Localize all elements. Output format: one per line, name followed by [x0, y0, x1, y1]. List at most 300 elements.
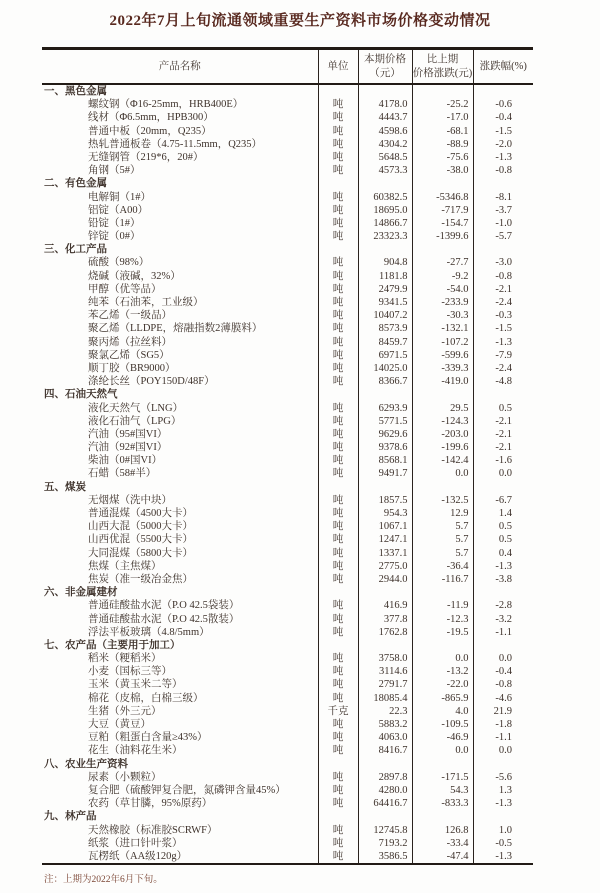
percent-change-cell	[473, 586, 533, 599]
table-row	[42, 270, 533, 283]
percent-change-cell: -0.4	[473, 665, 533, 678]
price-change-cell: 0.0	[412, 652, 473, 665]
current-price-cell: 14025.0	[358, 362, 412, 375]
price-change-cell: 4.0	[412, 705, 473, 718]
product-name-cell: 涤纶长丝（POY150D/48F）	[88, 376, 215, 388]
price-change-cell: -13.2	[412, 665, 473, 678]
price-change-cell: -25.2	[412, 98, 473, 111]
current-price-cell: 3758.0	[358, 652, 412, 665]
current-price-cell	[358, 586, 412, 599]
product-name-cell: 七、农产品（主要用于加工）	[44, 639, 181, 651]
current-price-cell: 9491.7	[358, 467, 412, 480]
unit-cell: 吨	[318, 217, 358, 230]
current-price-cell	[358, 84, 412, 98]
product-name-cell: 汽油（95#国VI）	[88, 428, 168, 440]
current-price-cell: 4063.0	[358, 731, 412, 744]
unit-cell: 吨	[318, 718, 358, 731]
price-change-cell: -116.7	[412, 573, 473, 586]
current-price-cell: 2791.7	[358, 678, 412, 691]
product-name-cell: 普通混煤（4500大卡）	[88, 508, 193, 519]
product-name-cell: 八、农业生产资料	[44, 758, 128, 770]
col-header-pct: 涨跌幅(%)	[473, 49, 533, 85]
current-price-cell: 3114.6	[358, 665, 412, 678]
unit-cell: 吨	[318, 454, 358, 467]
percent-change-cell: 1.3	[473, 784, 533, 797]
product-name-cell: 五、煤炭	[44, 481, 86, 493]
price-change-cell: 5.7	[412, 533, 473, 546]
unit-cell: 吨	[318, 692, 358, 705]
product-name-cell: 瓦楞纸（AA级120g）	[88, 850, 188, 862]
table-row	[42, 850, 533, 864]
unit-cell: 吨	[318, 256, 358, 269]
header-row	[42, 49, 533, 85]
unit-cell: 吨	[318, 744, 358, 757]
price-change-cell	[412, 810, 473, 823]
price-change-cell: -1399.6	[412, 230, 473, 243]
percent-change-cell: -4.8	[473, 375, 533, 388]
current-price-cell: 8416.7	[358, 744, 412, 757]
current-price-cell: 9341.5	[358, 296, 412, 309]
percent-change-cell: -6.7	[473, 494, 533, 507]
percent-change-cell: 1.4	[473, 507, 533, 520]
percent-change-cell	[473, 388, 533, 401]
section-row	[42, 243, 533, 256]
product-name-cell: 铝锭（A00）	[88, 204, 149, 216]
current-price-cell: 3586.5	[358, 850, 412, 864]
table-row	[42, 309, 533, 322]
unit-cell: 吨	[318, 415, 358, 428]
col-header-change-line2: 价格涨跌(元)	[412, 67, 473, 79]
product-name-cell: 一、黑色金属	[44, 86, 107, 97]
product-name-cell: 生猪（外三元）	[88, 705, 162, 717]
unit-cell: 吨	[318, 626, 358, 639]
table-row	[42, 322, 533, 335]
percent-change-cell: 21.9	[473, 705, 533, 718]
percent-change-cell: -1.3	[473, 850, 533, 864]
percent-change-cell: -4.6	[473, 692, 533, 705]
table-row	[42, 336, 533, 349]
table-row	[42, 599, 533, 612]
price-change-cell: -599.6	[412, 349, 473, 362]
unit-cell: 吨	[318, 573, 358, 586]
unit-cell: 吨	[318, 151, 358, 164]
table-row	[42, 467, 533, 480]
current-price-cell: 9629.6	[358, 428, 412, 441]
price-change-cell: -27.7	[412, 256, 473, 269]
table-row	[42, 692, 533, 705]
product-name-cell: 聚丙烯（拉丝料）	[88, 336, 172, 348]
table-row	[42, 98, 533, 111]
table-row	[42, 547, 533, 560]
footnote: 注：上期为2022年6月下旬。	[44, 875, 163, 886]
percent-change-cell: -5.6	[473, 771, 533, 784]
unit-cell: 吨	[318, 309, 358, 322]
percent-change-cell: -2.1	[473, 415, 533, 428]
price-change-cell: -132.5	[412, 494, 473, 507]
table-row	[42, 441, 533, 454]
table-row	[42, 613, 533, 626]
price-change-cell: -109.5	[412, 718, 473, 731]
unit-cell: 吨	[318, 402, 358, 415]
product-name-cell: 硫酸（98%）	[88, 257, 150, 269]
price-change-cell: 5.7	[412, 547, 473, 560]
price-change-cell: -233.9	[412, 296, 473, 309]
percent-change-cell: -1.3	[473, 797, 533, 810]
product-name-cell: 普通中板（20mm，Q235）	[88, 125, 212, 137]
current-price-cell: 6971.5	[358, 349, 412, 362]
col-header-price-line2: （元）	[369, 67, 401, 79]
unit-cell: 吨	[318, 613, 358, 626]
product-name-cell: 农药（草甘膦，95%原药）	[88, 798, 213, 810]
product-name-cell: 聚乙烯（LLDPE，熔融指数2薄膜料）	[88, 323, 263, 335]
table-row	[42, 362, 533, 375]
product-name-cell: 甲醇（优等品）	[88, 283, 162, 295]
current-price-cell	[358, 639, 412, 652]
percent-change-cell: 0.5	[473, 520, 533, 533]
current-price-cell: 5883.2	[358, 718, 412, 731]
table-row	[42, 520, 533, 533]
col-header-change	[412, 49, 473, 85]
unit-cell: 吨	[318, 678, 358, 691]
percent-change-cell	[473, 177, 533, 190]
price-change-cell: -19.5	[412, 626, 473, 639]
price-change-cell: -419.0	[412, 375, 473, 388]
table-row	[42, 678, 533, 691]
price-change-cell: 0.0	[412, 467, 473, 480]
percent-change-cell: -5.7	[473, 230, 533, 243]
price-change-cell: -68.1	[412, 125, 473, 138]
unit-cell: 吨	[318, 230, 358, 243]
table-row	[42, 230, 533, 243]
section-row	[42, 481, 533, 494]
price-change-cell: -36.4	[412, 560, 473, 573]
percent-change-cell: -3.2	[473, 613, 533, 626]
current-price-cell: 1067.1	[358, 520, 412, 533]
current-price-cell: 18695.0	[358, 204, 412, 217]
percent-change-cell: -3.7	[473, 204, 533, 217]
price-change-cell: -17.0	[412, 111, 473, 124]
price-change-cell	[412, 481, 473, 494]
table-row	[42, 731, 533, 744]
unit-cell: 吨	[318, 784, 358, 797]
current-price-cell: 22.3	[358, 705, 412, 718]
table-row	[42, 349, 533, 362]
price-change-cell: -30.3	[412, 309, 473, 322]
percent-change-cell	[473, 758, 533, 771]
price-change-cell: -88.9	[412, 138, 473, 151]
section-row	[42, 586, 533, 599]
current-price-cell: 2897.8	[358, 771, 412, 784]
product-name-cell: 天然橡胶（标准胶SCRWF）	[88, 824, 218, 836]
unit-cell: 吨	[318, 850, 358, 864]
unit-cell: 吨	[318, 599, 358, 612]
percent-change-cell: -8.1	[473, 191, 533, 204]
unit-cell	[318, 177, 358, 190]
percent-change-cell: -2.1	[473, 428, 533, 441]
price-change-cell: -339.3	[412, 362, 473, 375]
unit-cell: 吨	[318, 125, 358, 138]
table-row	[42, 296, 533, 309]
percent-change-cell: -1.5	[473, 322, 533, 335]
unit-cell: 吨	[318, 797, 358, 810]
unit-cell: 吨	[318, 191, 358, 204]
product-name-cell: 烧碱（液碱，32%）	[88, 270, 181, 282]
table-row	[42, 665, 533, 678]
percent-change-cell: 0.5	[473, 533, 533, 546]
price-change-cell: -199.6	[412, 441, 473, 454]
table-row	[42, 204, 533, 217]
current-price-cell: 1762.8	[358, 626, 412, 639]
table-row	[42, 797, 533, 810]
current-price-cell: 1857.5	[358, 494, 412, 507]
current-price-cell: 5771.5	[358, 415, 412, 428]
product-name-cell: 柴油（0#国VI）	[88, 455, 163, 467]
section-row	[42, 84, 533, 98]
current-price-cell: 4280.0	[358, 784, 412, 797]
table-row	[42, 138, 533, 151]
percent-change-cell: -2.0	[473, 138, 533, 151]
percent-change-cell: -3.8	[473, 573, 533, 586]
table-row	[42, 652, 533, 665]
current-price-cell: 1337.1	[358, 547, 412, 560]
current-price-cell: 8366.7	[358, 375, 412, 388]
price-change-cell	[412, 243, 473, 256]
price-change-cell: -717.9	[412, 204, 473, 217]
price-change-cell: -154.7	[412, 217, 473, 230]
unit-cell: 吨	[318, 547, 358, 560]
section-row	[42, 388, 533, 401]
price-change-cell	[412, 639, 473, 652]
unit-cell: 吨	[318, 441, 358, 454]
unit-cell	[318, 243, 358, 256]
product-name-cell: 大同混煤（5800大卡）	[88, 547, 193, 559]
current-price-cell: 4573.3	[358, 164, 412, 177]
current-price-cell: 12745.8	[358, 824, 412, 837]
percent-change-cell: -1.5	[473, 125, 533, 138]
percent-change-cell: -1.3	[473, 560, 533, 573]
unit-cell: 吨	[318, 111, 358, 124]
percent-change-cell: -2.4	[473, 296, 533, 309]
current-price-cell: 2944.0	[358, 573, 412, 586]
unit-cell: 吨	[318, 731, 358, 744]
product-name-cell: 角钢（5#）	[88, 165, 141, 177]
product-name-cell: 无缝钢管（219*6，20#）	[88, 151, 204, 163]
current-price-cell: 8573.9	[358, 322, 412, 335]
table-row	[42, 191, 533, 204]
product-name-cell: 石蜡（58#半）	[88, 468, 157, 480]
product-name-cell: 纯苯（石油苯，工业级）	[88, 297, 204, 308]
table-row	[42, 507, 533, 520]
percent-change-cell: -3.0	[473, 256, 533, 269]
price-table-grid	[42, 47, 533, 865]
table-row	[42, 428, 533, 441]
unit-cell: 吨	[318, 164, 358, 177]
unit-cell	[318, 84, 358, 98]
table-row	[42, 164, 533, 177]
unit-cell: 吨	[318, 362, 358, 375]
current-price-cell: 1247.1	[358, 533, 412, 546]
product-name-cell: 电解铜（1#）	[88, 191, 151, 203]
col-header-price	[358, 49, 412, 85]
price-change-cell: 29.5	[412, 402, 473, 415]
col-header-price-line1: 本期价格	[364, 53, 406, 65]
current-price-cell	[358, 481, 412, 494]
table-row	[42, 533, 533, 546]
percent-change-cell: -2.8	[473, 599, 533, 612]
percent-change-cell: -0.6	[473, 98, 533, 111]
percent-change-cell: -1.3	[473, 151, 533, 164]
percent-change-cell: -1.1	[473, 731, 533, 744]
current-price-cell: 377.8	[358, 613, 412, 626]
table-row	[42, 415, 533, 428]
product-name-cell: 复合肥（硫酸钾复合肥，氮磷钾含量45%）	[88, 784, 286, 796]
table-row	[42, 718, 533, 731]
price-change-cell: 5.7	[412, 520, 473, 533]
percent-change-cell: 0.0	[473, 467, 533, 480]
price-change-cell: 12.9	[412, 507, 473, 520]
unit-cell: 吨	[318, 771, 358, 784]
section-row	[42, 639, 533, 652]
current-price-cell: 6293.9	[358, 402, 412, 415]
price-change-cell: -142.4	[412, 454, 473, 467]
product-name-cell: 小麦（国标三等）	[88, 666, 172, 678]
current-price-cell: 4178.0	[358, 98, 412, 111]
price-change-cell: -5346.8	[412, 191, 473, 204]
current-price-cell	[358, 177, 412, 190]
product-name-cell: 四、石油天然气	[44, 389, 118, 401]
current-price-cell: 8459.7	[358, 336, 412, 349]
price-change-cell: -11.9	[412, 599, 473, 612]
unit-cell: 吨	[318, 349, 358, 362]
unit-cell: 吨	[318, 98, 358, 111]
price-change-cell: -865.9	[412, 692, 473, 705]
col-header-unit: 单位	[318, 49, 358, 85]
product-name-cell: 六、非金属建材	[44, 587, 118, 599]
current-price-cell: 4598.6	[358, 125, 412, 138]
table-row	[42, 824, 533, 837]
table-row	[42, 283, 533, 296]
unit-cell: 吨	[318, 283, 358, 296]
table-row	[42, 454, 533, 467]
percent-change-cell	[473, 639, 533, 652]
price-change-cell	[412, 586, 473, 599]
percent-change-cell	[473, 84, 533, 98]
unit-cell: 吨	[318, 336, 358, 349]
price-change-cell: -107.2	[412, 336, 473, 349]
price-change-cell	[412, 177, 473, 190]
product-name-cell: 尿素（小颗粒）	[88, 771, 162, 783]
table-row	[42, 771, 533, 784]
current-price-cell: 416.9	[358, 599, 412, 612]
unit-cell: 吨	[318, 375, 358, 388]
current-price-cell: 23323.3	[358, 230, 412, 243]
current-price-cell: 64416.7	[358, 797, 412, 810]
price-change-cell: -38.0	[412, 164, 473, 177]
product-name-cell: 山西大混（5000大卡）	[88, 521, 193, 533]
product-name-cell: 棉花（皮棉，白棉三级）	[88, 692, 204, 704]
product-name-cell: 普通硅酸盐水泥（P.O 42.5袋装）	[88, 600, 240, 612]
price-change-cell: -833.3	[412, 797, 473, 810]
unit-cell: 吨	[318, 533, 358, 546]
table-row	[42, 837, 533, 850]
unit-cell	[318, 810, 358, 823]
percent-change-cell: -1.3	[473, 336, 533, 349]
table-row	[42, 705, 533, 718]
product-name-cell: 无烟煤（洗中块）	[88, 494, 172, 506]
percent-change-cell	[473, 243, 533, 256]
unit-cell	[318, 758, 358, 771]
current-price-cell	[358, 243, 412, 256]
table-row	[42, 151, 533, 164]
table-row	[42, 125, 533, 138]
table-row	[42, 494, 533, 507]
price-change-cell: -132.1	[412, 322, 473, 335]
product-name-cell: 顺丁胶（BR9000）	[88, 362, 176, 374]
unit-cell	[318, 388, 358, 401]
col-header-change-line1: 比上期	[426, 53, 459, 65]
table-row	[42, 402, 533, 415]
product-name-cell: 浮法平板玻璃（4.8/5mm）	[88, 626, 210, 638]
unit-cell: 吨	[318, 428, 358, 441]
unit-cell: 吨	[318, 204, 358, 217]
product-name-cell: 三、化工产品	[44, 244, 107, 256]
percent-change-cell: -0.8	[473, 678, 533, 691]
product-name-cell: 锌锭（0#）	[88, 231, 141, 243]
percent-change-cell: -0.5	[473, 837, 533, 850]
price-change-cell: 126.8	[412, 824, 473, 837]
unit-cell: 吨	[318, 665, 358, 678]
table-row	[42, 560, 533, 573]
percent-change-cell: -2.1	[473, 441, 533, 454]
col-header-product: 产品名称	[42, 49, 318, 85]
product-name-cell: 纸浆（进口针叶浆）	[88, 837, 183, 849]
percent-change-cell: 0.5	[473, 402, 533, 415]
price-change-cell	[412, 758, 473, 771]
current-price-cell: 4443.7	[358, 111, 412, 124]
product-name-cell: 普通硅酸盐水泥（P.O 42.5散装）	[88, 613, 240, 625]
current-price-cell: 7193.2	[358, 837, 412, 850]
product-name-cell: 苯乙烯（一级品）	[88, 310, 172, 322]
table-row	[42, 217, 533, 230]
current-price-cell: 60382.5	[358, 191, 412, 204]
percent-change-cell: 0.0	[473, 744, 533, 757]
section-row	[42, 177, 533, 190]
table-header	[42, 49, 533, 85]
percent-change-cell	[473, 481, 533, 494]
product-name-cell: 大豆（黄豆）	[88, 719, 151, 730]
product-name-cell: 豆粕（粗蛋白含量≥43%）	[88, 732, 208, 744]
section-row	[42, 758, 533, 771]
current-price-cell: 2775.0	[358, 560, 412, 573]
price-change-cell: -12.3	[412, 613, 473, 626]
product-name-cell: 热轧普通板卷（4.75-11.5mm，Q235）	[88, 138, 263, 150]
percent-change-cell: -1.0	[473, 217, 533, 230]
current-price-cell	[358, 388, 412, 401]
product-name-cell: 花生（油料花生米）	[88, 745, 183, 757]
price-change-cell: 54.3	[412, 784, 473, 797]
product-name-cell: 液化石油气（LPG）	[88, 415, 182, 427]
price-change-cell: -46.9	[412, 731, 473, 744]
table-row	[42, 256, 533, 269]
product-name-cell: 聚氯乙烯（SG5）	[88, 349, 170, 361]
percent-change-cell: -7.9	[473, 349, 533, 362]
unit-cell: 吨	[318, 520, 358, 533]
unit-cell: 吨	[318, 270, 358, 283]
page-title: 2022年7月上旬流通领域重要生产资料市场价格变动情况	[109, 13, 491, 29]
price-change-cell	[412, 84, 473, 98]
current-price-cell: 2479.9	[358, 283, 412, 296]
price-change-cell: -47.4	[412, 850, 473, 864]
